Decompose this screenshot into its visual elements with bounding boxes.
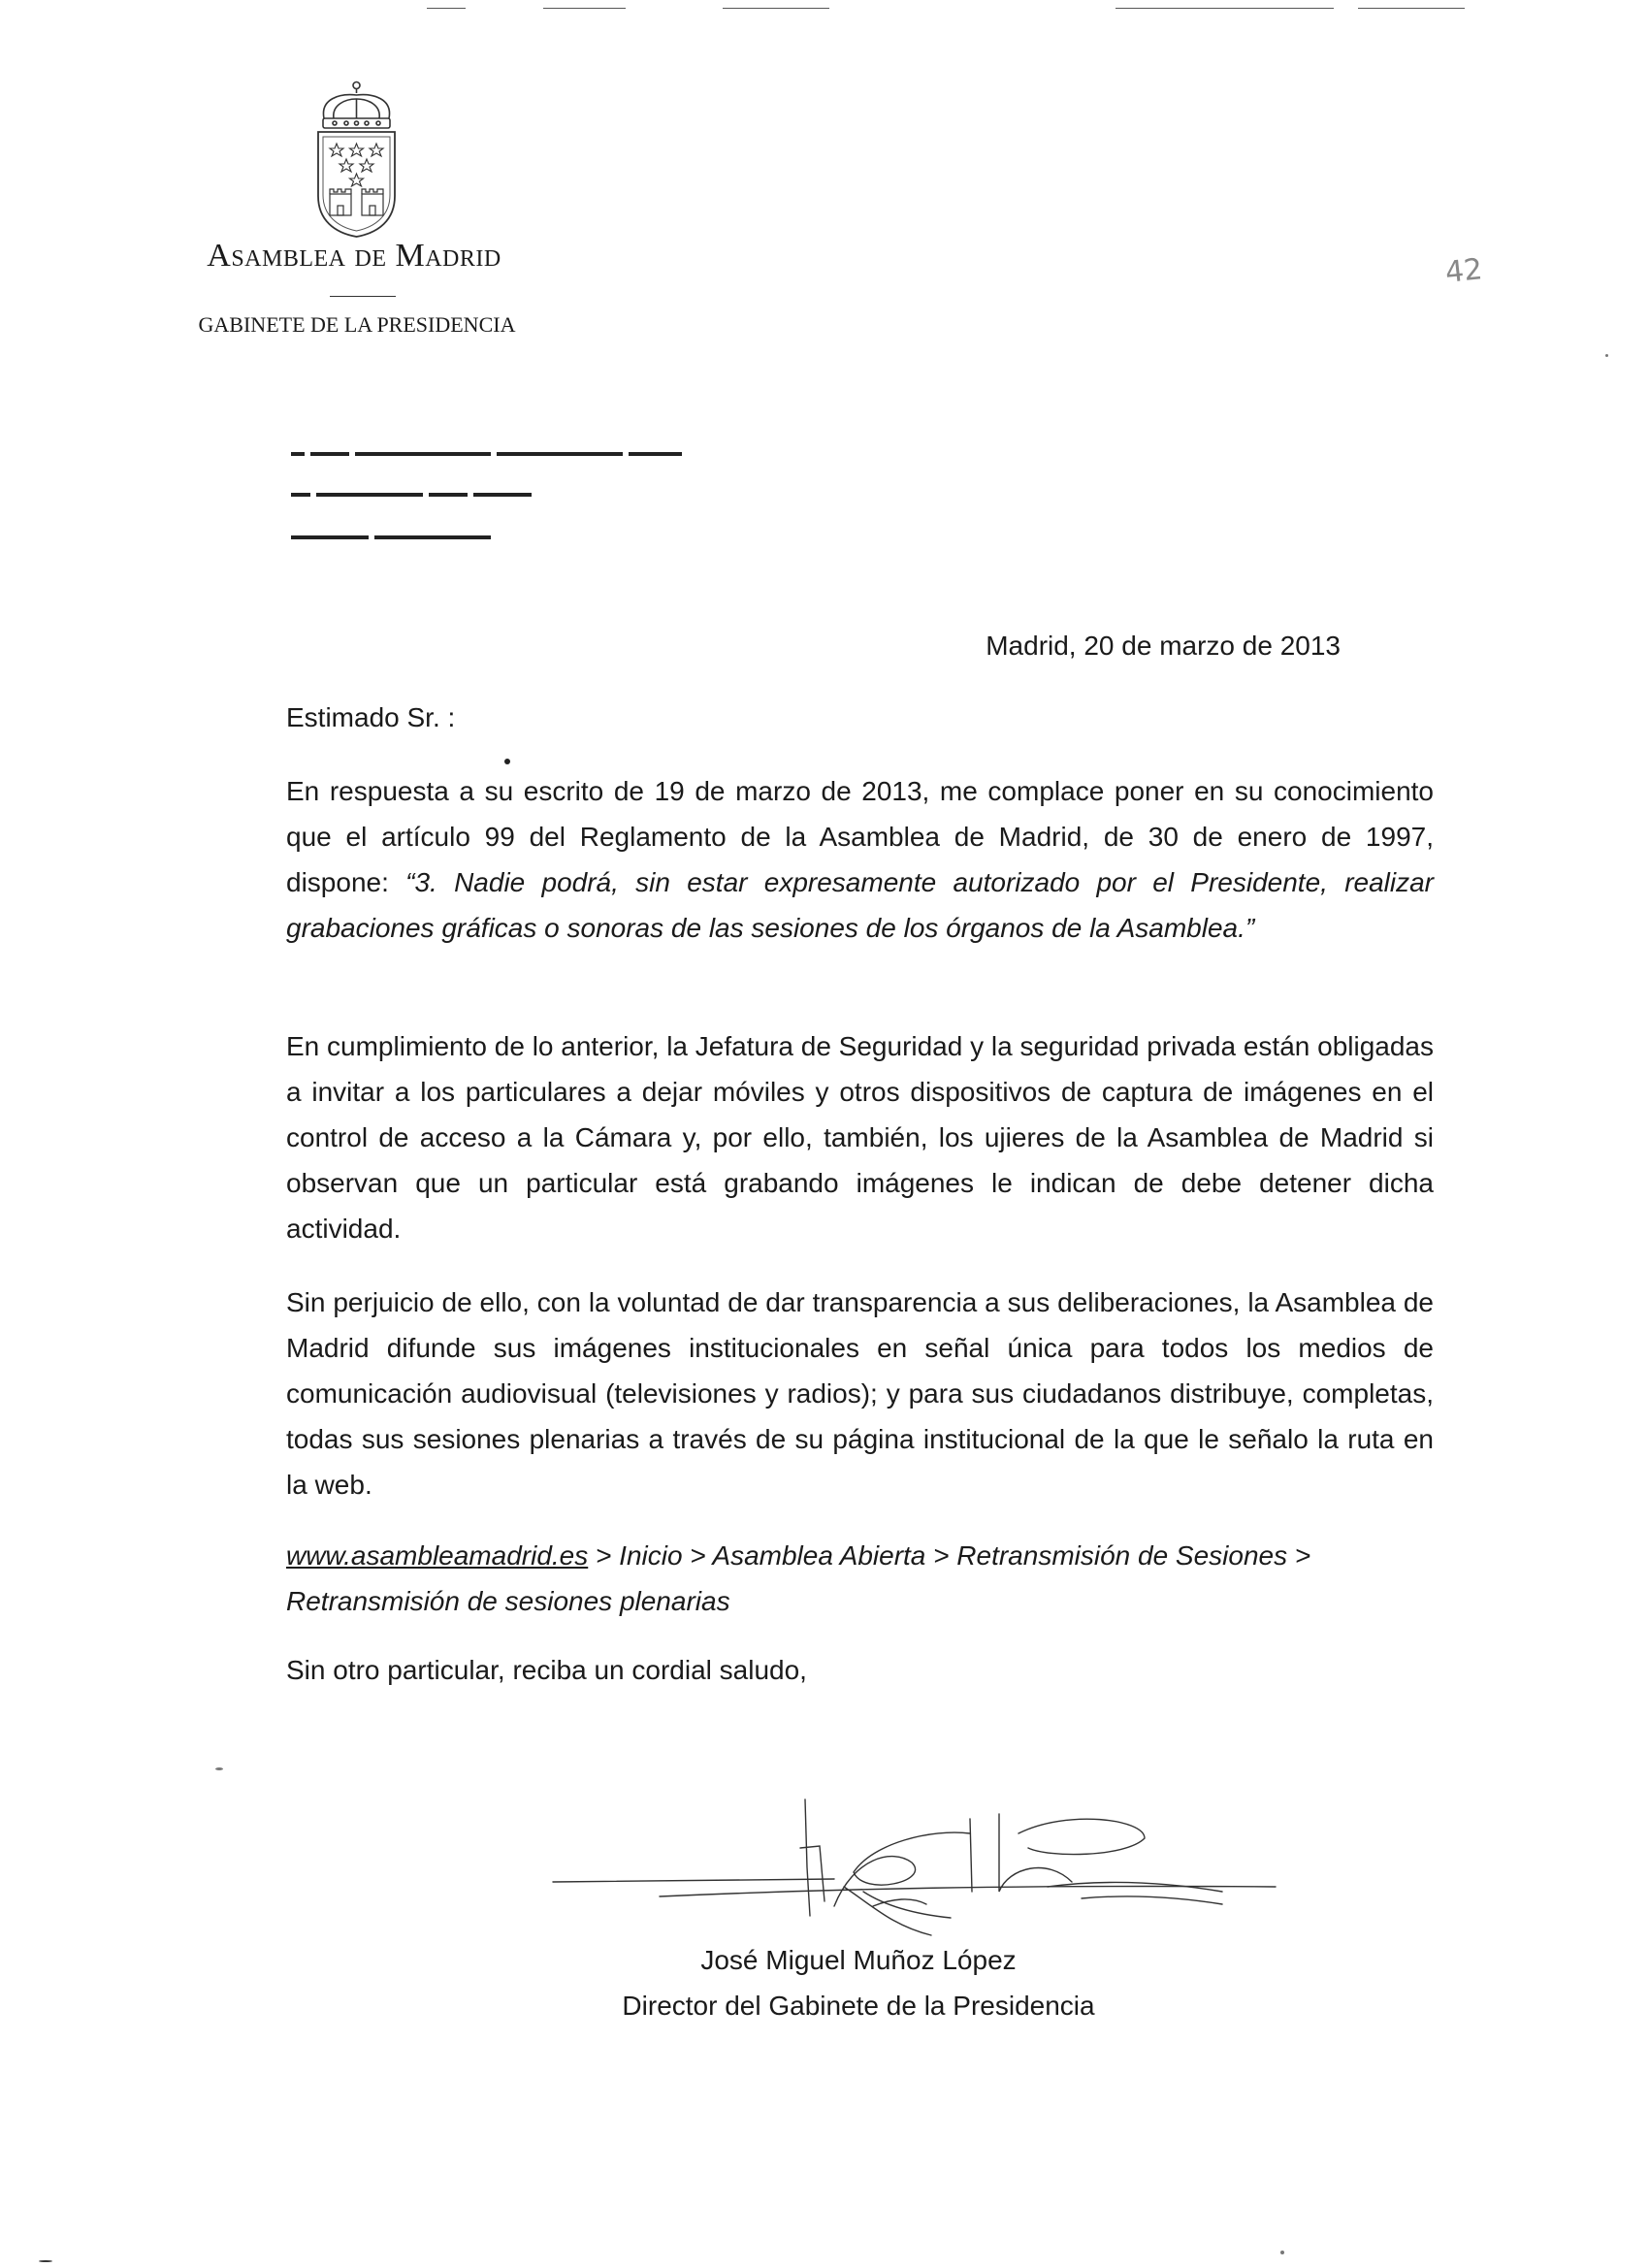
signer-title: Director del Gabinete de la Presidencia <box>622 1991 1095 2021</box>
paragraph-1-text: En respuesta a su escrito de 19 de marzo de 2013, me complace poner en su conocimiento que el artículo 99 del Reglamento de la Asamblea de Madrid, de 30 de enero de 1997, dispone: <box>286 776 1434 897</box>
handwritten-signature <box>543 1790 1280 1955</box>
salutation: Estimado Sr. : <box>286 702 456 732</box>
scan-speck <box>1605 354 1608 357</box>
closing-line: Sin otro particular, reciba un cordial saludo, <box>286 1655 807 1685</box>
scan-artifact <box>427 8 466 9</box>
coat-of-arms-icon <box>310 80 403 240</box>
scan-speck <box>1280 2251 1284 2254</box>
redacted-address-line <box>291 493 537 504</box>
redacted-address-line <box>291 535 497 547</box>
organization-name: Asamblea de Madrid <box>207 238 501 274</box>
web-route <box>286 1533 1450 1624</box>
signer-name: José Miguel Muñoz López <box>700 1945 1017 1975</box>
scan-artifact <box>1116 8 1334 9</box>
web-route-path-end: Retransmisión de sesiones plenarias <box>286 1586 730 1616</box>
scan-artifact <box>543 8 626 9</box>
paragraph-3: Sin perjuicio de ello, con la voluntad de dar transparencia a sus deliberaciones, la Asamblea de Madrid difunde sus imágenes institucionales en señal única para todos los medios de comunicación audiovisual (televisiones y radios); y para sus ciudadanos distribuye, completas, todas sus sesiones plenarias a través de su página institucional de la que le señalo la ruta en la web. <box>286 1287 1434 1500</box>
paragraph-2: En cumplimiento de lo anterior, la Jefatura de Seguridad y la seguridad privada están obligadas a invitar a los particulares a dejar móviles y otros dispositivos de captura de imágenes en el control de acceso a la Cámara y, por ello, también, los ujieres de la Asamblea de Madrid si observan que un particular está grabando imágenes le indican de debe detener dicha actividad. <box>286 1031 1434 1244</box>
scan-speck <box>39 2260 52 2262</box>
department-name: GABINETE DE LA PRESIDENCIA <box>198 312 516 337</box>
website-link[interactable]: www.asambleamadrid.es <box>286 1540 589 1571</box>
scan-speck <box>215 1767 223 1770</box>
scan-speck <box>504 759 510 764</box>
paragraph-1 <box>286 768 1434 951</box>
regulation-quote: “3. Nadie podrá, sin estar expresamente autorizado por el Presidente, realizar grabaciones gráficas o sonoras de las sesiones de los órganos de la Asamblea.” <box>286 867 1435 943</box>
redacted-address-line <box>291 452 688 464</box>
web-route-path: > Inicio > Asamblea Abierta > Retransmisión de Sesiones > <box>588 1540 1311 1571</box>
letter-date: Madrid, 20 de marzo de 2013 <box>986 631 1341 661</box>
page-mark: 42 <box>1443 252 1484 290</box>
scan-artifact <box>723 8 829 9</box>
scan-artifact <box>1358 8 1465 9</box>
letterhead-divider <box>330 296 396 297</box>
